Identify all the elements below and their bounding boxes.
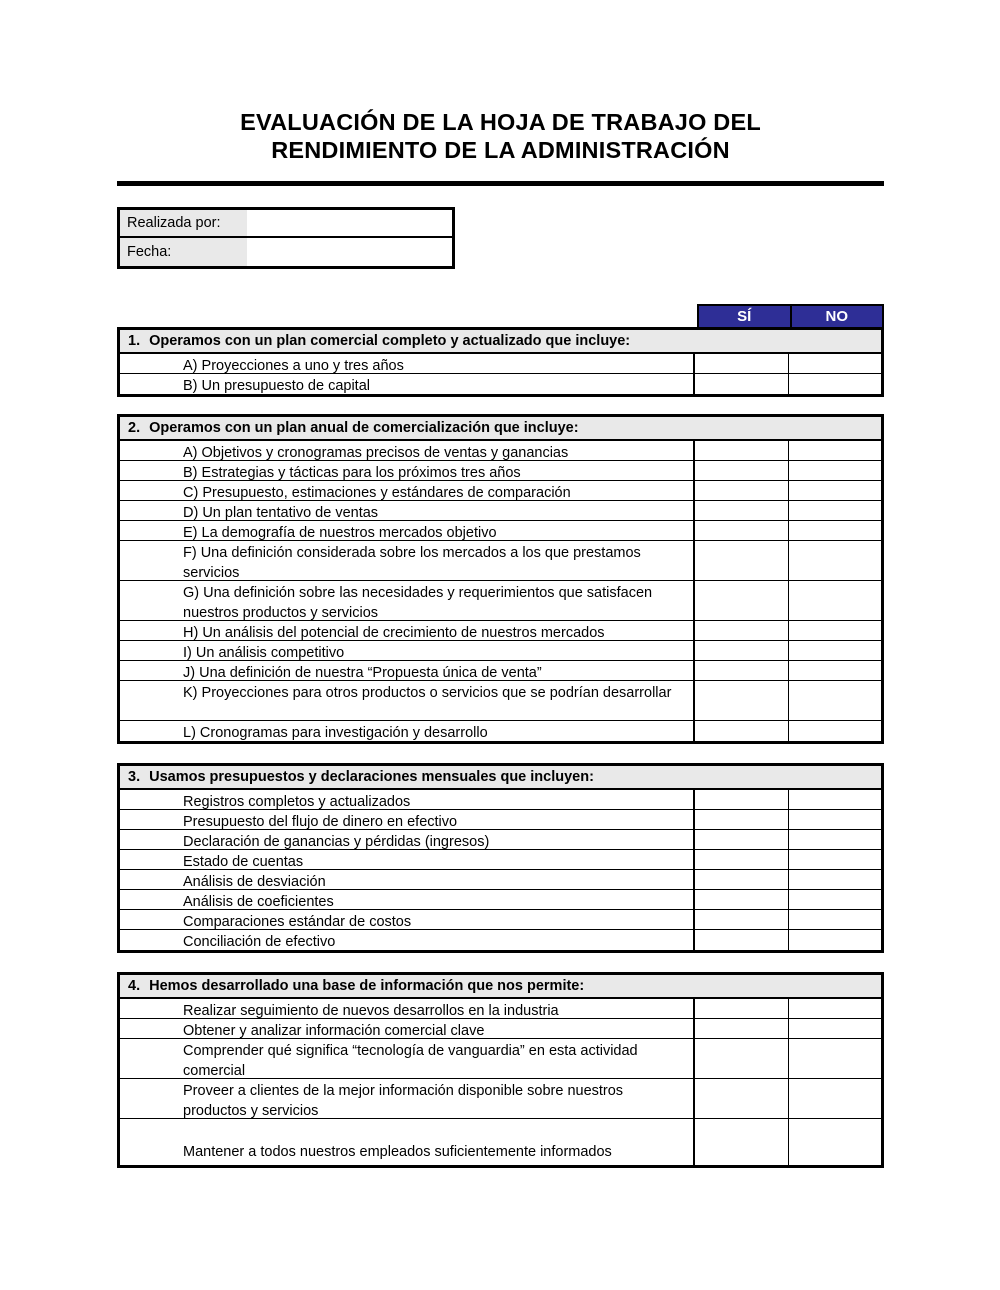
prepared-by-label: Realizada por: <box>120 210 247 236</box>
question-text: Análisis de coeficientes <box>120 890 695 909</box>
section-heading <box>120 975 881 999</box>
question-row <box>120 354 881 374</box>
answer-checkbox-yes[interactable] <box>695 830 789 849</box>
answer-checkbox-no[interactable] <box>789 461 882 480</box>
question-row <box>120 890 881 910</box>
answer-checkbox-no[interactable] <box>789 850 882 869</box>
question-text: Conciliación de efectivo <box>120 930 695 950</box>
answer-checkbox-yes[interactable] <box>695 1019 789 1038</box>
question-row <box>120 870 881 890</box>
prepared-by-input[interactable] <box>247 210 452 236</box>
question-rows <box>120 441 881 741</box>
question-row <box>120 1039 881 1079</box>
answer-checkbox-no[interactable] <box>789 1039 882 1078</box>
answer-checkbox-no[interactable] <box>789 810 882 829</box>
meta-info-box <box>117 207 455 269</box>
answer-checkbox-yes[interactable] <box>695 721 789 741</box>
date-row <box>120 238 452 266</box>
question-row <box>120 999 881 1019</box>
answer-checkbox-yes[interactable] <box>695 850 789 869</box>
question-row <box>120 501 881 521</box>
answer-checkbox-no[interactable] <box>789 581 882 620</box>
question-row <box>120 1079 881 1119</box>
question-text: Registros completos y actualizados <box>120 790 695 809</box>
question-text: Declaración de ganancias y pérdidas (ingresos) <box>120 830 695 849</box>
section-heading-text: Operamos con un plan anual de comercialización que incluye: <box>149 420 579 436</box>
question-text: A) Objetivos y cronogramas precisos de ventas y ganancias <box>120 441 695 460</box>
title-divider <box>117 181 884 186</box>
question-text: F) Una definición considerada sobre los mercados a los que prestamos servicios <box>120 541 695 580</box>
question-row <box>120 441 881 461</box>
answer-checkbox-yes[interactable] <box>695 581 789 620</box>
date-input[interactable] <box>247 238 452 266</box>
question-text: C) Presupuesto, estimaciones y estándares de comparación <box>120 481 695 500</box>
answer-checkbox-yes[interactable] <box>695 354 789 373</box>
answer-checkbox-no[interactable] <box>789 830 882 849</box>
answer-checkbox-no[interactable] <box>789 1019 882 1038</box>
question-text: Estado de cuentas <box>120 850 695 869</box>
answer-checkbox-yes[interactable] <box>695 681 789 720</box>
section-number: 1. <box>128 333 141 349</box>
question-text: Mantener a todos nuestros empleados suficientemente informados <box>120 1119 695 1165</box>
answer-checkbox-yes[interactable] <box>695 790 789 809</box>
question-text: D) Un plan tentativo de ventas <box>120 501 695 520</box>
answer-checkbox-no[interactable] <box>789 1079 882 1118</box>
question-row <box>120 481 881 501</box>
question-row <box>120 1119 881 1165</box>
question-text: B) Un presupuesto de capital <box>120 374 695 394</box>
answer-checkbox-yes[interactable] <box>695 1079 789 1118</box>
answer-checkbox-yes[interactable] <box>695 999 789 1018</box>
question-row <box>120 830 881 850</box>
question-row <box>120 930 881 950</box>
question-section-2 <box>117 414 884 744</box>
question-text: Realizar seguimiento de nuevos desarrollos en la industria <box>120 999 695 1018</box>
section-number: 3. <box>128 769 141 785</box>
question-section-3 <box>117 763 884 953</box>
answer-checkbox-yes[interactable] <box>695 890 789 909</box>
question-rows <box>120 354 881 394</box>
question-text: J) Una definición de nuestra “Propuesta única de venta” <box>120 661 695 680</box>
answer-checkbox-no[interactable] <box>789 870 882 889</box>
question-text: B) Estrategias y tácticas para los próximos tres años <box>120 461 695 480</box>
question-row <box>120 661 881 681</box>
question-row <box>120 850 881 870</box>
answer-checkbox-yes[interactable] <box>695 930 789 950</box>
question-text: I) Un análisis competitivo <box>120 641 695 660</box>
question-section-1 <box>117 327 884 397</box>
answer-checkbox-no[interactable] <box>789 501 882 520</box>
question-text: Análisis de desviación <box>120 870 695 889</box>
question-text: L) Cronogramas para investigación y desarrollo <box>120 721 695 741</box>
section-heading-text: Hemos desarrollado una base de información que nos permite: <box>149 978 585 994</box>
answer-checkbox-no[interactable] <box>789 790 882 809</box>
answer-checkbox-no[interactable] <box>789 374 882 394</box>
question-text: Comparaciones estándar de costos <box>120 910 695 929</box>
answer-checkbox-yes[interactable] <box>695 501 789 520</box>
section-number: 4. <box>128 978 141 994</box>
question-text: H) Un análisis del potencial de crecimiento de nuestros mercados <box>120 621 695 640</box>
question-row <box>120 374 881 394</box>
answer-columns-header <box>697 304 884 329</box>
answer-checkbox-yes[interactable] <box>695 521 789 540</box>
answer-checkbox-no[interactable] <box>789 999 882 1018</box>
question-text: Proveer a clientes de la mejor información disponible sobre nuestros productos y servicios <box>120 1079 695 1118</box>
page-title-line-1: EVALUACIÓN DE LA HOJA DE TRABAJO DEL <box>240 109 761 135</box>
answer-checkbox-yes[interactable] <box>695 910 789 929</box>
answer-checkbox-no[interactable] <box>789 441 882 460</box>
section-number: 2. <box>128 420 141 436</box>
answer-checkbox-yes[interactable] <box>695 641 789 660</box>
question-row <box>120 521 881 541</box>
answer-checkbox-no[interactable] <box>789 721 882 741</box>
column-header-no: NO <box>792 306 883 327</box>
question-text: E) La demografía de nuestros mercados objetivo <box>120 521 695 540</box>
answer-checkbox-yes[interactable] <box>695 461 789 480</box>
question-row <box>120 541 881 581</box>
answer-checkbox-no[interactable] <box>789 621 882 640</box>
answer-checkbox-no[interactable] <box>789 681 882 720</box>
section-heading-text: Usamos presupuestos y declaraciones mensuales que incluyen: <box>149 769 594 785</box>
question-text: Obtener y analizar información comercial clave <box>120 1019 695 1038</box>
answer-checkbox-no[interactable] <box>789 641 882 660</box>
question-text: A) Proyecciones a uno y tres años <box>120 354 695 373</box>
question-row <box>120 1019 881 1039</box>
question-section-4 <box>117 972 884 1168</box>
section-heading <box>120 417 881 441</box>
section-heading <box>120 766 881 790</box>
answer-checkbox-no[interactable] <box>789 930 882 950</box>
answer-checkbox-no[interactable] <box>789 910 882 929</box>
answer-checkbox-no[interactable] <box>789 481 882 500</box>
date-label: Fecha: <box>120 238 247 266</box>
answer-checkbox-yes[interactable] <box>695 441 789 460</box>
answer-checkbox-yes[interactable] <box>695 1119 789 1165</box>
section-heading-text: Operamos con un plan comercial completo y actualizado que incluye: <box>149 333 631 349</box>
question-text: Comprender qué significa “tecnología de vanguardia” en esta actividad comercial <box>120 1039 695 1078</box>
question-row <box>120 621 881 641</box>
page-title-line-2: RENDIMIENTO DE LA ADMINISTRACIÓN <box>271 137 730 163</box>
answer-checkbox-yes[interactable] <box>695 481 789 500</box>
question-rows <box>120 790 881 950</box>
answer-checkbox-no[interactable] <box>789 354 882 373</box>
answer-checkbox-yes[interactable] <box>695 374 789 394</box>
question-text: Presupuesto del flujo de dinero en efectivo <box>120 810 695 829</box>
section-heading <box>120 330 881 354</box>
answer-checkbox-yes[interactable] <box>695 541 789 580</box>
question-text: K) Proyecciones para otros productos o servicios que se podrían desarrollar <box>120 681 695 720</box>
question-row <box>120 810 881 830</box>
answer-checkbox-no[interactable] <box>789 541 882 580</box>
question-row <box>120 581 881 621</box>
question-row <box>120 721 881 741</box>
answer-checkbox-no[interactable] <box>789 661 882 680</box>
question-row <box>120 681 881 721</box>
answer-checkbox-yes[interactable] <box>695 661 789 680</box>
answer-checkbox-no[interactable] <box>789 890 882 909</box>
question-rows <box>120 999 881 1165</box>
answer-checkbox-yes[interactable] <box>695 621 789 640</box>
question-row <box>120 461 881 481</box>
column-header-yes: SÍ <box>699 306 792 327</box>
question-row <box>120 641 881 661</box>
answer-checkbox-no[interactable] <box>789 521 882 540</box>
question-row <box>120 790 881 810</box>
page-title <box>117 108 884 164</box>
question-text: G) Una definición sobre las necesidades y requerimientos que satisfacen nuestros productos y servicios <box>120 581 695 620</box>
answer-checkbox-no[interactable] <box>789 1119 882 1165</box>
answer-checkbox-yes[interactable] <box>695 810 789 829</box>
answer-checkbox-yes[interactable] <box>695 870 789 889</box>
prepared-by-row <box>120 210 452 238</box>
answer-checkbox-yes[interactable] <box>695 1039 789 1078</box>
question-row <box>120 910 881 930</box>
